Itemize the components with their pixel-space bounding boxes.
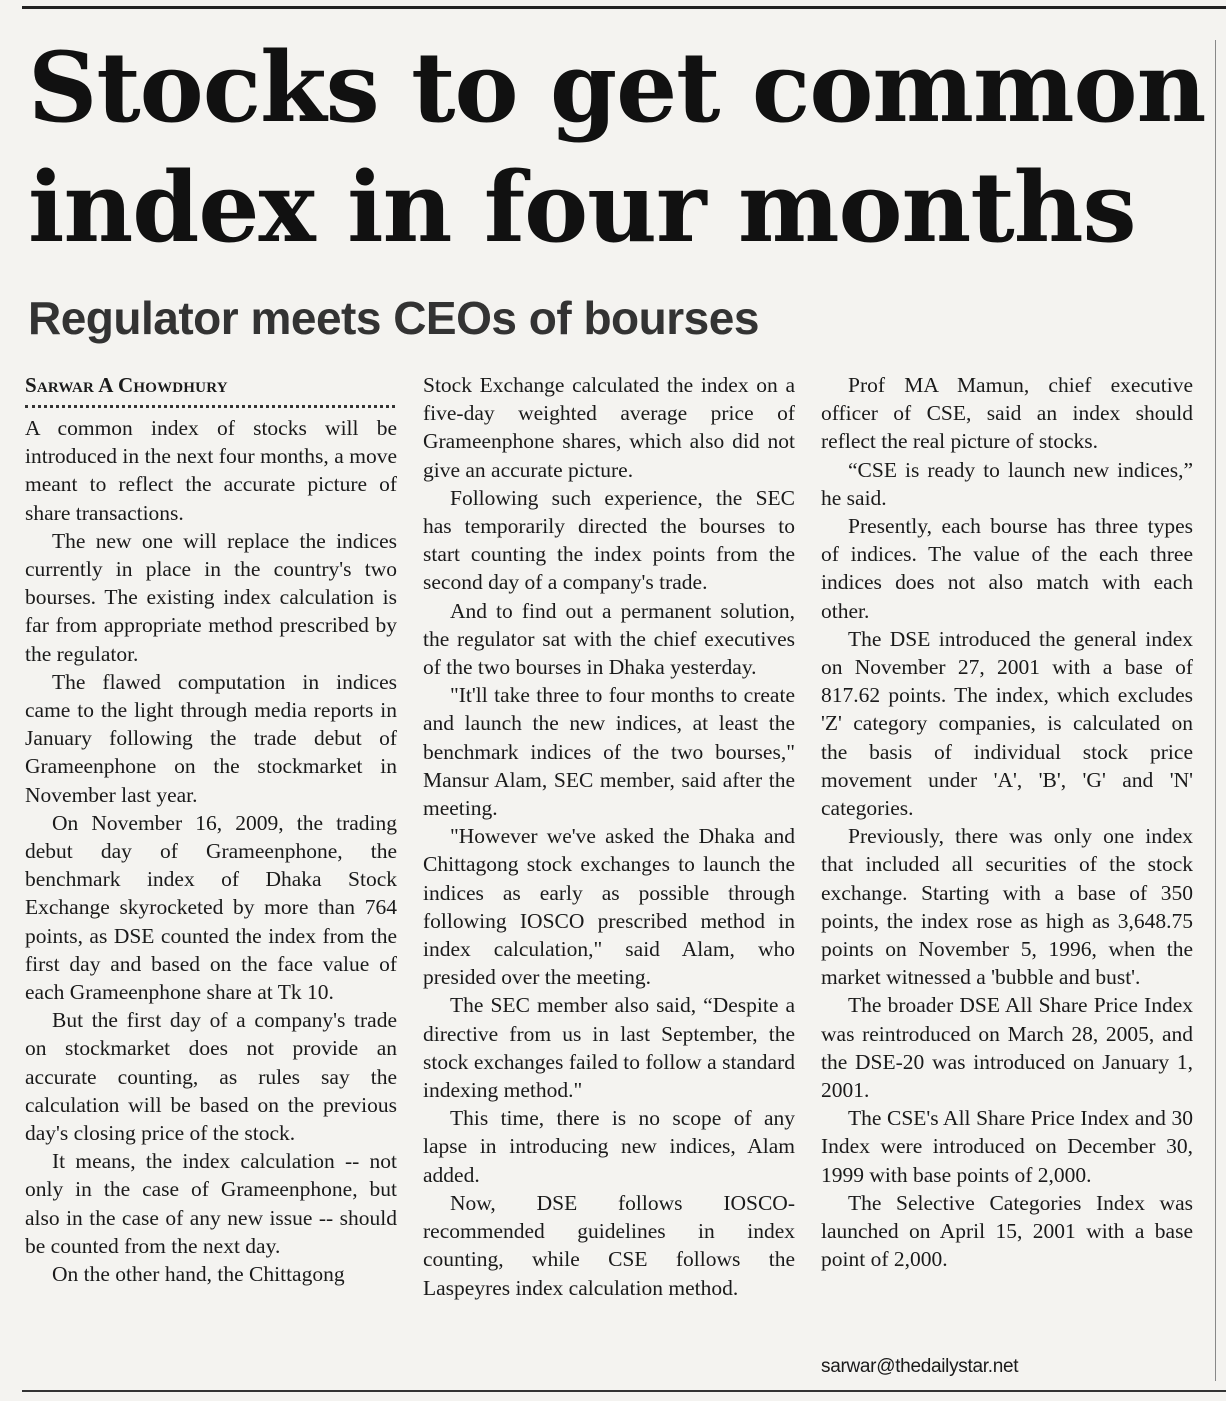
paragraph: Presently, each bourse has three types of indices. The value of the each three indices does not also match with each other. xyxy=(821,514,1193,623)
paragraph: The SEC member also said, “Despite a directive from us in last September, the stock exchanges failed to follow a standard indexing method." xyxy=(423,993,795,1103)
paragraph: On November 16, 2009, the trading debut day of Grameenphone, the benchmark index of Dhaka Stock Exchange skyrocketed by more than 764 points, as DSE counted the index from the first day and based on the face value of each Grameenphone share at Tk 10. xyxy=(25,810,397,1005)
byline-divider xyxy=(25,405,395,408)
bottom-rule xyxy=(22,1390,1226,1392)
byline: Sarwar A Chowdhury xyxy=(25,373,228,397)
paragraph: “CSE is ready to launch new indices,” he said. xyxy=(821,457,1193,510)
paragraph: The DSE introduced the general index on November 27, 2001 with a base of 817.62 points. The index, which excludes 'Z' category companies, is calculated on the basis of individual stock price movement under 'A', 'B', 'G' and 'N' categories. xyxy=(821,626,1193,821)
paragraph: It means, the index calculation -- not only in the case of Grameenphone, but also in the case of any new issue -- should be counted from the next day. xyxy=(25,1149,397,1258)
top-rule xyxy=(22,6,1226,9)
paragraph: The CSE's All Share Price Index and 30 Index were introduced on December 30, 1999 with base points of 2,000. xyxy=(821,1106,1193,1187)
article-column-2 xyxy=(423,371,795,1383)
paragraph: This time, there is no scope of any lapse in introducing new indices, Alam added. xyxy=(423,1106,795,1187)
headline-line-1: Stocks to get common xyxy=(28,31,1206,144)
paragraph: Stock Exchange calculated the index on a five-day weighted average price of Grameenphone shares, which also did not give an accurate picture. xyxy=(423,373,795,482)
paragraph: A common index of stocks will be introduced in the next four months, a move meant to reflect the accurate picture of share transactions. xyxy=(25,416,397,525)
subheadline: Regulator meets CEOs of bourses xyxy=(28,292,759,344)
paragraph: Following such experience, the SEC has temporarily directed the bourses to start counting the index points from the second day of a company's trade. xyxy=(423,485,795,595)
paragraph: "It'll take three to four months to create and launch the new indices, at least the benchmark indices of the two bourses," Mansur Alam, SEC member, said after the meeting. xyxy=(423,683,795,821)
paragraph: Now, DSE follows IOSCO-recommended guidelines in index counting, while CSE follows the Laspeyres index calculation method. xyxy=(423,1190,795,1300)
paragraph: The flawed computation in indices came to the light through media reports in January following the trade debut of Grameenphone on the stockmarket in November last year. xyxy=(25,669,397,807)
paragraph: The broader DSE All Share Price Index was reintroduced on March 28, 2005, and the DSE-20 was introduced on January 1, 2001. xyxy=(821,993,1193,1103)
article-column-3 xyxy=(821,371,1193,1383)
paragraph: Previously, there was only one index that included all securities of the stock exchange. Starting with a base of 350 points, the index rose as high as 3,648.75 points on November 5, 1996, when the market witnessed a 'bubble and bust'. xyxy=(821,824,1193,990)
article-column-1 xyxy=(25,371,397,1383)
author-email: sarwar@thedailystar.net xyxy=(821,1356,1019,1377)
paragraph: And to find out a permanent solution, the regulator sat with the chief executives of the two bourses in Dhaka yesterday. xyxy=(423,598,795,680)
paragraph: On the other hand, the Chittagong xyxy=(52,1262,345,1287)
paragraph: The Selective Categories Index was launched on April 15, 2001 with a base point of 2,000. xyxy=(821,1190,1193,1272)
right-rule xyxy=(1215,40,1216,1381)
paragraph: Prof MA Mamun, chief executive officer of CSE, said an index should reflect the real picture of stocks. xyxy=(821,373,1193,454)
headline xyxy=(28,28,1208,268)
headline-line-2: index in four months xyxy=(28,151,1136,264)
paragraph: The new one will replace the indices currently in place in the country's two bourses. The existing index calculation is far from appropriate method prescribed by the regulator. xyxy=(25,528,397,666)
paragraph: But the first day of a company's trade on stockmarket does not provide an accurate counting, as rules say the calculation will be based on the previous day's closing price of the stock. xyxy=(25,1008,397,1146)
paragraph: "However we've asked the Dhaka and Chittagong stock exchanges to launch the indices as early as possible through following IOSCO prescribed method in index calculation," said Alam, who presided over the meeting. xyxy=(423,824,795,990)
